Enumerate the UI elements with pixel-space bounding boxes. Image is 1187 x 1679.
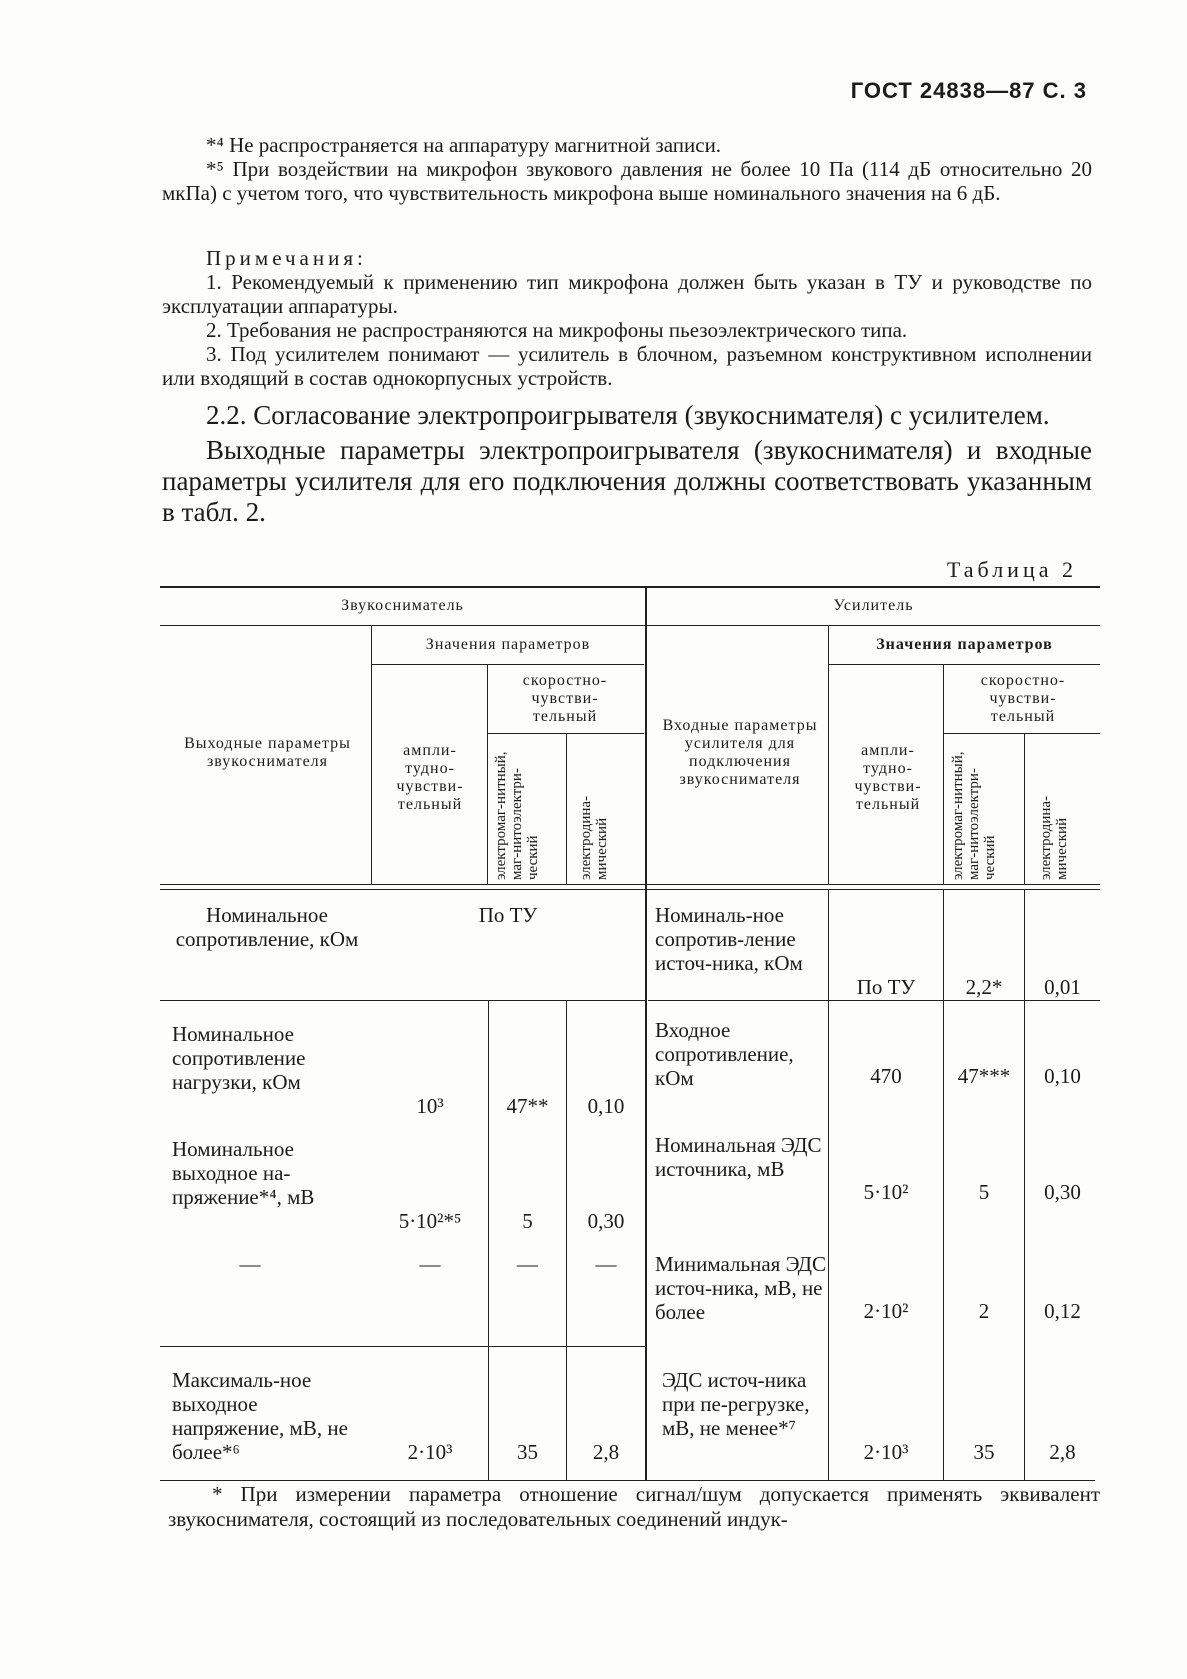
table-caption: Таблица 2 xyxy=(946,557,1077,582)
section-title: 2.2. Согласование электропроигрывателя (звукоснимателя) с усилителем. xyxy=(206,400,1050,430)
row2-left-param: Номинальное сопротивление нагрузки, кОм xyxy=(172,1022,306,1094)
footnote-bottom xyxy=(168,1482,1100,1532)
row3-right-amp: 5·10² xyxy=(863,1180,909,1204)
row2-right-amp: 470 xyxy=(870,1064,902,1088)
row5-left-param: Максималь-ное выходное напряжение, мВ, не более*⁶ xyxy=(172,1368,348,1464)
header-left-ed: электродина-мический xyxy=(578,795,610,880)
header-left-em: электромаг-нитный, маг-нитоэлектри-ческий xyxy=(493,751,541,880)
row4-right-em: 2 xyxy=(978,1299,990,1323)
row1-right-ed: 0,01 xyxy=(1044,975,1081,999)
row4-right-amp: 2·10² xyxy=(863,1299,909,1323)
row4-right-ed: 0,12 xyxy=(1044,1299,1081,1323)
row5-right-em: 35 xyxy=(973,1440,995,1464)
row1-left-param: Номинальное сопротивление, кОм xyxy=(175,903,359,951)
header-right-values: Значения параметров xyxy=(876,636,1053,653)
row2-right-ed: 0,10 xyxy=(1044,1064,1081,1088)
header-left-amp: ампли-тудно-чувстви-тельный xyxy=(396,742,464,813)
row5-left-amp: 2·10³ xyxy=(407,1440,453,1464)
section-2-2 xyxy=(162,400,1092,528)
header-right-em: электромаг-нитный, маг-нитоэлектри-ческий xyxy=(950,751,998,880)
header-left-group: Звукосниматель xyxy=(341,597,464,614)
row2-right-param: Входное сопротивление, кОм xyxy=(655,1018,794,1090)
row4-right-param: Минимальная ЭДС источ-ника, мВ, не более xyxy=(655,1252,826,1324)
header-right-group: Усилитель xyxy=(833,597,914,614)
notes-heading: Примечания: xyxy=(206,246,367,270)
note-1: 1. Рекомендуемый к применению тип микрофона должен быть указан в ТУ и руководстве по эксплуатации аппаратуры. xyxy=(162,270,1092,318)
row3-left-param: Номинальное выходное на-пряжение*⁴, мВ xyxy=(172,1137,315,1209)
row3-right-ed: 0,30 xyxy=(1044,1180,1081,1204)
header-right-ed: электродина-мический xyxy=(1038,795,1070,880)
row5-right-param: ЭДС источ-ника при пе-регрузке, мВ, не менее*⁷ xyxy=(662,1368,810,1440)
row2-left-amp: 10³ xyxy=(416,1094,444,1118)
header-left-speed: скоростно-чувстви-тельный xyxy=(522,672,608,725)
page-header: ГОСТ 24838—87 С. 3 xyxy=(850,78,1087,103)
note-2: 2. Требования не распространяются на микрофоны пьезоэлектрического типа. xyxy=(206,318,908,342)
footnote-5: *⁵ При воздействии на микрофон звукового давления не более 10 Па (114 дБ относительно 20 мкПа) с учетом того, что чувствительность микрофона выше номинального значения на 6 дБ. xyxy=(162,157,1092,205)
note-3: 3. Под усилителем понимают — усилитель в блочном, разъемном конструктивном исполнении или входящий в состав однокорпусных устройств. xyxy=(162,342,1092,390)
header-right-speed: скоростно-чувстви-тельный xyxy=(980,672,1066,725)
notes xyxy=(162,246,1092,390)
header-right-amp: ампли-тудно-чувстви-тельный xyxy=(854,742,922,813)
row3-left-em: 5 xyxy=(522,1209,533,1233)
row5-right-amp: 2·10³ xyxy=(863,1440,909,1464)
row1-right-amp: По ТУ xyxy=(856,975,916,999)
row3-left-amp: 5·10²*⁵ xyxy=(398,1209,462,1233)
footnote-4: *⁴ Не распространяется на аппаратуру магнитной записи. xyxy=(206,133,722,157)
row5-left-em: 35 xyxy=(517,1440,538,1464)
row1-right-em: 2,2* xyxy=(965,975,1003,999)
header-left-values: Значения параметров xyxy=(425,636,591,653)
row2-right-em: 47*** xyxy=(957,1064,1011,1088)
row2-left-em: 47** xyxy=(506,1094,549,1118)
row4-left-ed: — xyxy=(595,1252,617,1276)
section-paragraph: Выходные параметры электропроигрывателя (звукоснимателя) и входные параметры усилителя для его подключения должны соответствовать указанным в табл. 2. xyxy=(162,435,1092,527)
row3-right-em: 5 xyxy=(978,1180,990,1204)
row5-right-ed: 2,8 xyxy=(1049,1440,1076,1464)
row4-left-em: — xyxy=(517,1252,538,1276)
row1-right-param: Номиналь-ное сопротив-ление источ-ника, кОм xyxy=(655,903,803,975)
row5-left-ed: 2,8 xyxy=(592,1440,620,1464)
row3-left-ed: 0,30 xyxy=(587,1209,625,1233)
footnotes-top xyxy=(162,133,1092,205)
row4-left-amp: — xyxy=(419,1252,441,1276)
header-left-params: Выходные параметры звукоснимателя xyxy=(184,735,351,770)
row1-left-amp: По ТУ xyxy=(478,903,538,927)
row3-right-param: Номинальная ЭДС источника, мВ xyxy=(655,1133,822,1181)
row2-left-ed: 0,10 xyxy=(587,1094,625,1118)
row4-left-param: — xyxy=(239,1252,261,1276)
footnote-bottom-text: * При измерении параметра отношение сигнал/шум допускается применять эквивалент звукоснимателя, состоящий из последовательных соединений индук- xyxy=(168,1482,1100,1531)
header-right-params: Входные параметры усилителя для подключения звукоснимателя xyxy=(662,717,818,788)
